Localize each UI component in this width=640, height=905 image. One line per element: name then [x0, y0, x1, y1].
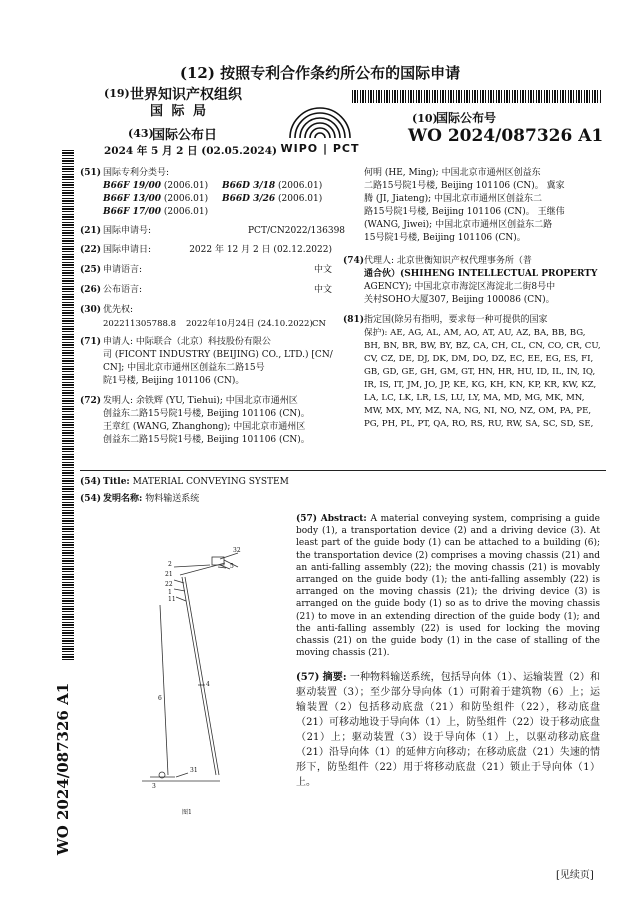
- f81-line: PG, PH, PL, PT, QA, RO, RS, RU, RW, SA, SC, SD, SE,: [364, 419, 594, 429]
- inventor-cont-line: 15号院1号楼, Beijing 101106 (CN)。: [364, 233, 526, 243]
- f71-num: (71): [80, 337, 102, 347]
- org-code: (19): [104, 87, 130, 100]
- fig-label: 4: [206, 681, 210, 688]
- inventor-cont-line: 二路15号院1号楼, Beijing 101106 (CN)。 冀家: [364, 181, 565, 191]
- fig-label: 21: [165, 571, 173, 578]
- f22-label: 国际申请日:: [103, 245, 152, 255]
- abstract-cn: (57) 摘要: 一种物料输送系统，包括导向体（1）、运输装置（2）和驱动装置（3）；至少部分导向体（1）可附着于建筑物（6）上；运输装置（2）包括移动底盘（21）和防坠组件（22），移动底盘（21）可移动地设于导向体（1）上，防坠组件（22）设于移动底盘（21）上；驱动装置（3）设于导向体（1）上，以驱动移动底盘（21）沿导向体（1）的延伸方向移动；在移动底盘（21）失速的情形下，防坠组件（22）用于将移动底盘（21）锁止于导向体（1）上。: [296, 672, 600, 788]
- fig-label: 5: [230, 563, 234, 570]
- wipo-emblem-icon: [270, 102, 370, 142]
- continued-note: [见续页]: [556, 870, 594, 881]
- ipc-item: B66D 3/26 (2006.01): [222, 194, 323, 204]
- f72-line: 王章红 (WANG, Zhanghong); 中国北京市通州区: [103, 422, 306, 432]
- f74-num: (74): [343, 256, 365, 266]
- fig-label: 32: [233, 547, 241, 554]
- f72-line: 发明人: 余铁辉 (YU, Tiehui); 中国北京市通州区: [103, 396, 298, 406]
- inventor-cont-line: 何明 (HE, Ming); 中国北京市通州区创益东: [364, 168, 541, 178]
- bureau-name: 国 际 局: [150, 104, 209, 119]
- pub-no: WO 2024/087326 A1: [408, 126, 604, 146]
- pub-no-code: (10): [412, 112, 438, 125]
- f25-label: 申请语言:: [103, 265, 143, 275]
- f51-num: (51): [80, 168, 102, 178]
- ipc-item: B66F 19/00 (2006.01): [103, 181, 209, 191]
- title-en: Title: MATERIAL CONVEYING SYSTEM: [103, 477, 289, 487]
- f71-line: 申请人: 中际联合（北京）科技股份有限公: [103, 337, 271, 347]
- f71-line: 院1号楼, Beijing 101106 (CN)。: [103, 376, 245, 386]
- f81-line: IR, IS, IT, JM, JO, JP, KE, KG, KH, KN, KP, KR, KW, KZ,: [364, 380, 597, 390]
- fig-label: 11: [168, 596, 176, 603]
- f81-line: LA, LC, LK, LR, LS, LU, LY, MA, MD, MG, MK, MN,: [364, 393, 585, 403]
- pub-date: 2024 年 5 月 2 日 (02.05.2024): [104, 145, 277, 157]
- f71-line: 司 (FICONT INDUSTRY (BEIJING) CO., LTD.) [CN/: [103, 350, 333, 360]
- f25-num: (25): [80, 265, 102, 275]
- fig-label: 1: [168, 589, 172, 596]
- pub-no-label: 国际公布号: [436, 111, 497, 125]
- side-barcode: [62, 150, 74, 660]
- f81-line: 保护): AE, AG, AL, AM, AO, AT, AU, AZ, BA, BB, BG,: [364, 328, 586, 338]
- f21-label: 国际申请号:: [103, 226, 152, 236]
- fig-label: 22: [165, 581, 173, 588]
- f22-num: (22): [80, 245, 102, 255]
- inventor-cont-line: 腾 (JI, Jiateng); 中国北京市通州区创益东二: [364, 194, 543, 204]
- f26-num: (26): [80, 285, 102, 295]
- f74-line: 代理人: 北京世衡知识产权代理事务所（普: [364, 256, 532, 266]
- f81-line: CV, CZ, DE, DJ, DK, DM, DO, DZ, EC, EE, EG, ES, FI,: [364, 354, 594, 364]
- f81-line: MW, MX, MY, MZ, NA, NG, NI, NO, NZ, OM, PA, PE,: [364, 406, 592, 416]
- f25-value: 中文: [313, 265, 332, 275]
- f81-line: BH, BN, BR, BW, BY, BZ, CA, CH, CL, CN, CO, CR, CU,: [364, 341, 601, 351]
- f21-value: PCT/CN2022/136398: [248, 226, 346, 236]
- f54-num: (54): [80, 477, 102, 487]
- inventor-cont-line: 路15号院1号楼, Beijing 101106 (CN)。 王继伟: [364, 207, 565, 217]
- org-name: 世界知识产权组织: [130, 87, 242, 103]
- f30-number: 202211305788.8: [103, 319, 177, 329]
- title-cn: 发明名称: 物料输送系统: [103, 494, 200, 504]
- f81-line: GB, GD, GE, GH, GM, GT, HN, HR, HU, ID, IL, IN, IQ,: [364, 367, 596, 377]
- fig-label: 6: [158, 695, 162, 702]
- f71-line: CN]; 中国北京市通州区创益东二路15号: [103, 363, 265, 373]
- f81-line: 指定国(除另有指明，要求每一种可提供的国家: [364, 315, 548, 325]
- barcode: [352, 90, 602, 103]
- ipc-item: B66F 13/00 (2006.01): [103, 194, 209, 204]
- f30-label: 优先权:: [103, 305, 134, 315]
- figure-drawing: [120, 545, 300, 820]
- f81-num: (81): [343, 315, 365, 325]
- f22-value: 2022 年 12 月 2 日 (02.12.2022): [189, 245, 332, 255]
- treaty-title: (12) 按照专利合作条约所公布的国际申请: [179, 64, 461, 82]
- f26-value: 中文: [313, 285, 332, 295]
- f51-label: 国际专利分类号:: [103, 168, 170, 178]
- wipo-logo: [270, 102, 370, 158]
- ipc-item: B66F 17/00 (2006.01): [103, 207, 209, 217]
- ipc-item: B66D 3/18 (2006.01): [222, 181, 323, 191]
- side-pub-no: WO 2024/087326 A1: [54, 682, 72, 856]
- f72-line: 创益东二路15号院1号楼, Beijing 101106 (CN)。: [103, 409, 310, 419]
- inventor-cont-line: (WANG, Jiwei); 中国北京市通州区创益东二路: [364, 220, 553, 230]
- f72-line: 创益东二路15号院1号楼, Beijing 101106 (CN)。: [103, 435, 310, 445]
- f30-date: 2022年10月24日 (24.10.2022): [186, 319, 313, 329]
- f72-num: (72): [80, 396, 102, 406]
- fig-label: 2: [168, 561, 172, 568]
- fig-caption: 图1: [182, 809, 192, 816]
- wipo-logo-text: WIPO | PCT: [280, 142, 360, 155]
- f26-label: 公布语言:: [103, 285, 143, 295]
- pub-date-code: (43): [128, 127, 154, 140]
- fig-label: 3: [152, 783, 156, 790]
- f21-num: (21): [80, 226, 102, 236]
- f30-num: (30): [80, 305, 102, 315]
- pub-date-label: 国际公布日: [152, 128, 218, 143]
- title-rule-top: [80, 470, 606, 471]
- f30-country: CN: [312, 319, 326, 329]
- f54-num-cn: (54): [80, 494, 102, 504]
- abstract-en: (57) Abstract: A material conveying system, comprising a guide body (1), a transportation device (2) and a driving device (3). At least part of the guide body (1) can be attached to a building (6); the transportation device (2) comprises a moving chassis (21) and an anti-falling assembly (22); the moving chassis (21) is movably arranged on the guide body (1); the anti-falling assembly (22) is arranged on the moving chassis (21); the driving device (3) is arranged on the guide body (1) so as to drive the moving chassis (21) to move in an extending direction of the guide body (1); and the anti-falling assembly (22) is used for locking the moving chassis (21) on the guide body (1) in the case of stalling of the moving chassis (21).: [296, 514, 600, 659]
- f74-line: AGENCY); 中国北京市海淀区海淀北二街8号中: [364, 282, 556, 292]
- f74-line: 通合伙）(SHIHENG INTELLECTUAL PROPERTY: [364, 269, 598, 279]
- fig-label: 31: [190, 767, 198, 774]
- drawing-figure: [120, 545, 300, 820]
- f74-line: 关村SOHO大厦307, Beijing 100086 (CN)。: [364, 295, 555, 305]
